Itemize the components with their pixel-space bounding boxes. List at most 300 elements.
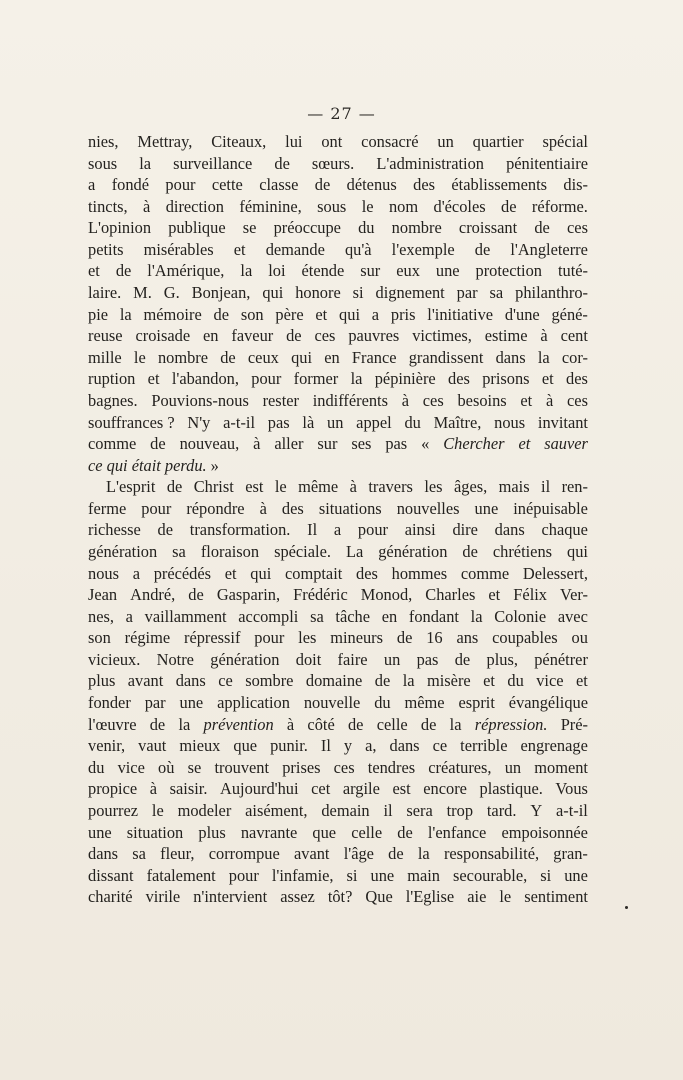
word: et [233, 239, 246, 259]
word: et [488, 585, 501, 605]
word: encore [423, 779, 467, 799]
word: du [88, 757, 105, 777]
word: plus, [486, 649, 518, 669]
word: indifférents [312, 390, 388, 410]
text-line [88, 217, 588, 239]
word: protection [475, 261, 542, 281]
word: pour [228, 865, 259, 885]
word: est [245, 477, 264, 497]
word: ces [333, 757, 355, 777]
word: tâche [335, 606, 370, 626]
text-line [88, 433, 588, 455]
word: ceux [247, 347, 279, 367]
word: fondé [111, 175, 150, 195]
word: invitant [537, 412, 588, 432]
word: sur [360, 261, 381, 281]
word: des [448, 369, 470, 389]
word: plastique. [479, 779, 543, 799]
word: sous [317, 196, 347, 216]
word: répression. [474, 714, 548, 734]
word: situations [318, 498, 382, 518]
word: dans [494, 520, 525, 540]
word: faveur [231, 326, 274, 346]
text-line [88, 131, 588, 153]
word: dire [452, 520, 478, 540]
word: qu'à [344, 239, 372, 259]
word: même [404, 693, 445, 713]
word: nouvelles [396, 498, 460, 518]
word: si [352, 283, 364, 303]
word: inépuisable [513, 498, 588, 518]
word: dans [88, 844, 119, 864]
word: a, [365, 736, 377, 756]
word: son [240, 304, 264, 324]
word: responsabilité, [443, 844, 540, 864]
word: du [404, 412, 421, 432]
word: qui [339, 304, 360, 324]
word: et [575, 671, 588, 691]
text-line [88, 304, 588, 326]
word: une [179, 693, 204, 713]
word: Delessert, [522, 563, 588, 583]
word: cette [211, 175, 243, 195]
word: France [351, 347, 397, 367]
word: application [217, 693, 290, 713]
word: L'esprit [106, 477, 156, 497]
word: évangélique [508, 693, 588, 713]
ink-speck [625, 906, 628, 909]
word: cent [560, 326, 588, 346]
word: ren- [561, 477, 588, 497]
word: laire. [88, 283, 122, 303]
word: d'une [504, 304, 540, 324]
word: avant [127, 671, 164, 691]
text-line [88, 627, 588, 649]
text-line [88, 822, 588, 844]
word: punir. [270, 736, 308, 756]
word: pour [165, 175, 196, 195]
word: l'initiative [427, 304, 494, 324]
word: la [178, 714, 191, 734]
word: vaillamment [144, 606, 227, 626]
text-line [88, 800, 588, 822]
word: de [347, 714, 364, 734]
word: gran- [553, 844, 588, 864]
word: les [424, 477, 443, 497]
word: former [293, 369, 339, 389]
word: sur [317, 434, 338, 454]
text-line [88, 347, 588, 369]
word: a [132, 563, 140, 583]
word: la [417, 844, 430, 864]
word: vicieux. [88, 649, 141, 669]
word: de [150, 434, 166, 454]
word: fonder [88, 693, 131, 713]
word: à [143, 196, 151, 216]
word: bagnes. [88, 390, 138, 410]
word: du [358, 218, 375, 238]
word: tuté- [557, 261, 588, 281]
word: publique [168, 218, 226, 238]
word: des [413, 175, 435, 195]
word: philanthro- [515, 283, 588, 303]
word: empoisonnée [501, 822, 588, 842]
word: faire [337, 649, 368, 669]
word: pas [267, 412, 290, 432]
text-line [88, 174, 588, 196]
word: l'âge [343, 844, 374, 864]
word: que [312, 822, 337, 842]
paragraph-1 [88, 131, 588, 476]
word: et [224, 563, 237, 583]
word: de [274, 153, 290, 173]
text-line [88, 692, 588, 714]
word: « [421, 434, 430, 454]
word: Mettray, [137, 132, 193, 151]
word: ainsi [404, 520, 436, 540]
word: de [454, 649, 471, 669]
word: une [370, 865, 395, 885]
word: comme [88, 434, 137, 454]
word: de [188, 585, 204, 605]
word: de [501, 196, 517, 216]
word: mille [88, 347, 122, 367]
word: pour [254, 628, 285, 648]
word: celle [351, 822, 383, 842]
word: établissements [451, 175, 547, 195]
word: a [125, 606, 133, 626]
word: à [349, 477, 357, 497]
word: mieux [179, 736, 221, 756]
text-line [88, 757, 588, 779]
word: de [388, 844, 404, 864]
word: sa [172, 541, 186, 561]
text-line [88, 282, 588, 304]
word: plus [88, 671, 116, 691]
word: nombre [391, 218, 442, 238]
word: à [259, 498, 267, 518]
word: dans [175, 671, 206, 691]
word: trouvent [214, 757, 270, 777]
word: nouvelle [303, 693, 361, 713]
text-line [88, 476, 588, 498]
text-line [88, 778, 588, 800]
text-line [88, 563, 588, 585]
word: se [187, 757, 202, 777]
word: pour [141, 498, 172, 518]
word: Félix [513, 585, 547, 605]
word: Colonie [494, 606, 547, 626]
word: génération [88, 541, 158, 561]
word: Il [307, 520, 318, 540]
word: Bonjean, [191, 283, 251, 303]
word: ces [422, 390, 444, 410]
word: misérables [143, 239, 214, 259]
text-line [88, 735, 588, 757]
text-line [88, 196, 588, 218]
word: reuse [88, 326, 123, 346]
word: pénitentiaire [506, 153, 588, 173]
word: une [435, 261, 460, 281]
word: situation [126, 822, 184, 842]
word: une [474, 498, 499, 518]
text-line [88, 412, 588, 434]
word: avec [557, 606, 588, 626]
word: de [420, 714, 437, 734]
word: nous [88, 563, 119, 583]
word: Il [320, 736, 331, 756]
word: de [149, 714, 166, 734]
word: sa [489, 283, 504, 303]
word: Christ [193, 477, 234, 497]
word: féminine, [239, 196, 302, 216]
word: ses [351, 434, 372, 454]
word: à [540, 326, 548, 346]
word: aie [467, 887, 487, 907]
word: spéciale. [274, 541, 331, 561]
word: a-t-il [223, 412, 256, 432]
word: de [166, 477, 183, 497]
word: fleur, [160, 844, 195, 864]
word: à [286, 714, 295, 734]
text-line [88, 843, 588, 865]
word: Vous [555, 779, 588, 799]
word: de [374, 671, 391, 691]
word: dans [495, 347, 526, 367]
word: Charles [425, 585, 476, 605]
word: pas [416, 649, 439, 669]
word: main [407, 865, 440, 885]
word: esprit [458, 693, 495, 713]
word: de [397, 822, 413, 842]
word: misère [426, 671, 471, 691]
word: Citeaux, [211, 132, 267, 151]
word: là [302, 412, 315, 432]
word: direction [165, 196, 224, 216]
word: dis- [563, 175, 588, 195]
word: une [564, 865, 588, 885]
word: dignement [375, 283, 445, 303]
word: le [361, 196, 374, 216]
word: accompli [238, 606, 299, 626]
word: de [115, 261, 132, 281]
text-line [88, 153, 588, 175]
word: du [507, 671, 524, 691]
word: et [315, 304, 328, 324]
body-text [88, 131, 588, 908]
word: par [144, 693, 166, 713]
word: croisade [135, 326, 191, 346]
word: de [396, 628, 413, 648]
word: son [88, 628, 111, 648]
word: lui [285, 132, 303, 151]
word: l'abandon, [171, 369, 239, 389]
word: l'enfance [427, 822, 487, 842]
word: G. [163, 283, 180, 303]
word: à [546, 390, 554, 410]
word: père [275, 304, 304, 324]
word: sauver [544, 434, 588, 454]
word: pie [88, 304, 109, 324]
word: vaut [138, 736, 167, 756]
word: pour [251, 369, 282, 389]
text-line [88, 670, 588, 692]
word: ce [432, 736, 448, 756]
word: qui [250, 563, 272, 583]
word: un [437, 132, 454, 151]
word: coupables [492, 628, 558, 648]
word: détenus [346, 175, 397, 195]
word: rester [262, 390, 299, 410]
word: est [392, 779, 411, 799]
word: cor- [561, 347, 588, 367]
word: Que [365, 887, 393, 907]
word: ruption [88, 369, 136, 389]
word: répressif [183, 628, 241, 648]
word: les [298, 628, 317, 648]
word: régime [124, 628, 171, 648]
word: travers [368, 477, 413, 497]
word: M. [133, 283, 152, 303]
text-line [88, 368, 588, 390]
word: pépinière [374, 369, 436, 389]
word: vice [117, 757, 145, 777]
word: trop [446, 800, 474, 820]
text-line [88, 325, 588, 347]
word: il [383, 800, 393, 820]
word: L'opinion [88, 218, 152, 238]
word: et [518, 434, 531, 454]
text-line [88, 649, 588, 671]
word: il [541, 477, 551, 497]
word: Jean [88, 585, 118, 605]
word: Ver- [560, 585, 588, 605]
word: qui [262, 283, 284, 303]
word: en [324, 347, 340, 367]
word: Pré- [560, 714, 588, 734]
word: la [402, 671, 415, 691]
word: corrompue [208, 844, 280, 864]
word: géné- [551, 304, 588, 324]
word: propice [88, 779, 138, 799]
word: argile [342, 779, 380, 799]
text-line [88, 519, 588, 541]
word: tincts, [88, 196, 128, 216]
word: pas [385, 434, 408, 454]
word: 16 [426, 628, 443, 648]
word: se [242, 218, 257, 238]
word: le [151, 800, 164, 820]
word: en [381, 606, 398, 626]
word: Frédéric [293, 585, 348, 605]
word: L'administration [376, 153, 484, 173]
word: consacré [361, 132, 419, 151]
word: a [88, 175, 96, 195]
word: la [350, 369, 363, 389]
word: à [149, 779, 158, 799]
word: le [133, 347, 146, 367]
word: souffrances ? [88, 412, 175, 432]
word: hommes [391, 563, 448, 583]
word: de [314, 175, 331, 195]
word: ferme [88, 498, 127, 518]
word: génération [210, 649, 280, 669]
word: précédés [153, 563, 212, 583]
word: victimes, [412, 326, 472, 346]
word: pris [390, 304, 416, 324]
word: appel [356, 412, 392, 432]
word: chrétiens [492, 541, 553, 561]
word: préoccupe [273, 218, 341, 238]
word: sa [132, 844, 146, 864]
word: Maître, [433, 412, 482, 432]
word: croissant [458, 218, 518, 238]
word: dissant [88, 865, 134, 885]
word: âges, [453, 477, 488, 497]
word: ans [456, 628, 479, 648]
text-line [88, 260, 588, 282]
text-line [88, 606, 588, 628]
word: si [346, 865, 358, 885]
word: de [220, 347, 236, 367]
word: des [356, 563, 378, 583]
word: pénétrer [534, 649, 588, 669]
word: la [537, 347, 550, 367]
word: estime [484, 326, 528, 346]
word: si [540, 865, 552, 885]
text-line [88, 714, 588, 736]
word: quartier [472, 132, 524, 151]
word: et [147, 369, 160, 389]
word: sentiment [524, 887, 588, 907]
word: Chercher [443, 434, 505, 454]
word: ce [218, 671, 233, 691]
word: nies, [88, 132, 119, 151]
word: navrante [240, 822, 298, 842]
word: pour [357, 520, 388, 540]
text-line [88, 498, 588, 520]
word: surveillance [173, 153, 253, 173]
word: aller [274, 434, 304, 454]
text-line [88, 239, 588, 261]
word: par [456, 283, 478, 303]
word: avant [293, 844, 330, 864]
word: mais [498, 477, 530, 497]
word: aisément, [245, 800, 308, 820]
word: et [541, 369, 554, 389]
word: ou [571, 628, 588, 648]
word: assez [280, 887, 315, 907]
word: Pouvions-nous [151, 390, 249, 410]
word: qui [291, 347, 313, 367]
word: un [383, 649, 401, 669]
word: génération [378, 541, 448, 561]
word: spécial [542, 132, 588, 151]
word: terrible [460, 736, 508, 756]
word: n'intervient [193, 887, 268, 907]
quote-ending: ce qui était perdu. [88, 455, 207, 475]
word: tôt? [327, 887, 353, 907]
word: vice [536, 671, 564, 691]
word: loi [268, 261, 286, 281]
word: nom [388, 196, 419, 216]
word: et [520, 390, 533, 410]
word: la [449, 714, 462, 734]
word: pauvres [348, 326, 400, 346]
word: tendres [367, 757, 416, 777]
word: ces [567, 390, 588, 410]
word: domaine [305, 671, 363, 691]
